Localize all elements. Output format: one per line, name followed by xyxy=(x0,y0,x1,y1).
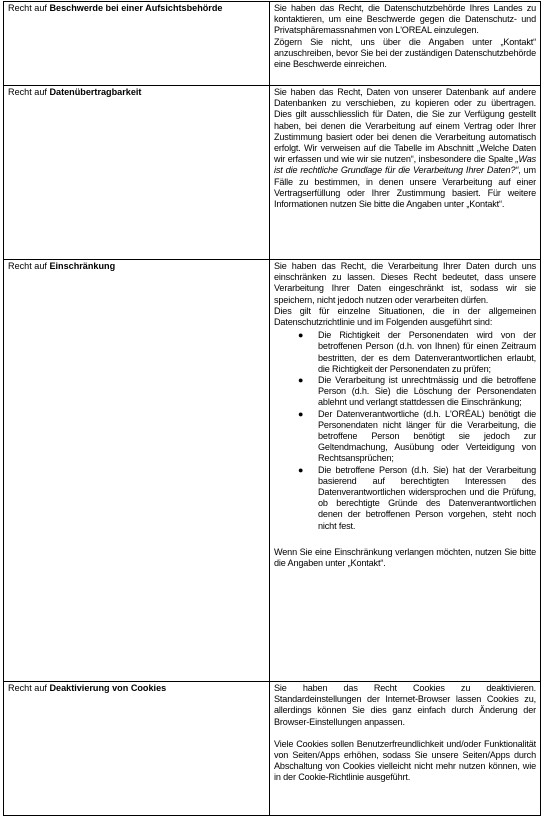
paragraph-text: Sie haben das Recht, Daten von unserer Datenbank auf andere Datenbanken zu verschieben, zu kopieren oder zu übertragen. Dies gilt ausschliesslich für Daten, die Sie zur Verfügung gestellt haben, bei denen die Verarbeitung auf einem Vertrag oder Ihrer Zustimmung basiert oder bei denen die Verarbeitung automatisch erfolgt. Wir verweisen auf die Tabelle im Abschnitt „Welche Daten wir erfassen und wie wir sie nutzen“, insbesondere die Spalte xyxy=(274,87,536,165)
bullet-icon: ● xyxy=(298,375,304,386)
right-label-prefix: Recht auf xyxy=(8,87,50,97)
right-label-title: Deaktivierung von Cookies xyxy=(49,683,167,693)
table-row xyxy=(4,86,541,260)
list-item xyxy=(298,408,536,465)
list-item xyxy=(298,375,536,409)
bullet-icon: ● xyxy=(298,408,304,419)
right-label-prefix: Recht auf xyxy=(8,261,50,271)
right-label-cell xyxy=(4,260,270,682)
rights-table xyxy=(3,1,541,816)
right-label-prefix: Recht auf xyxy=(8,3,50,13)
right-description-cell xyxy=(270,2,541,86)
right-label-title: Einschränkung xyxy=(49,261,116,271)
right-description-cell xyxy=(270,260,541,682)
right-label-title: Beschwerde bei einer Aufsichtsbehörde xyxy=(49,3,223,13)
bullet-icon: ● xyxy=(298,330,304,341)
list-item xyxy=(298,464,536,532)
right-label-cell xyxy=(4,86,270,260)
table-row xyxy=(4,260,541,682)
list-item-text: Die Verarbeitung ist unrechtmässig und die betroffene Person (d.h. Sie) die Löschung der Personendaten ablehnt und verlangt stattdessen die Einschränkung; xyxy=(318,375,536,408)
list-item-text: Die betroffene Person (d.h. Sie) hat der Verarbeitung basierend auf berechtigten Interessen des Datenverantwortlichen widersprochen und die Prüfung, ob berechtigte Gründe des Datenverantwortlichen denen der betroffenen Person vorgehen, steht noch nicht fest. xyxy=(318,464,536,531)
right-label-cell xyxy=(4,2,270,86)
right-label-prefix: Recht auf xyxy=(8,683,50,693)
list-item-text: Der Datenverantwortliche (d.h. L'ORÉAL) benötigt die Personendaten nicht länger für die Verarbeitung, die betroffene Person benötigt sie jedoch zur Geltendmachung, Ausübung oder Verteidigung von Rechtsansprüchen; xyxy=(318,408,536,464)
right-description-cell xyxy=(270,682,541,816)
condition-list xyxy=(274,330,536,532)
paragraph: Dies gilt für einzelne Situationen, die in der allgemeinen Datenschutzrichtlinie und im Folgenden ausgeführt sind: xyxy=(274,305,536,328)
paragraph-text: , um Fälle zu bestimmen, in denen unsere Verarbeitung auf einer Vertragserfüllung oder Ihrer Zustimmung basiert. Für weitere Informationen nutzen Sie bitte die Angaben unter „Kontakt“. xyxy=(274,165,536,210)
paragraph: Sie haben das Recht, die Verarbeitung Ihrer Daten durch uns einschränken zu lassen. Dieses Recht bedeutet, dass unsere Verarbeitung Ihrer Daten eingeschränkt ist, sodass wir sie speichern, nicht jedoch nutzen oder verarbeiten dürfen. xyxy=(274,261,536,305)
paragraph: Wenn Sie eine Einschränkung verlangen möchten, nutzen Sie bitte die Angaben unter „Kontakt“. xyxy=(274,546,536,569)
spacer xyxy=(274,536,536,547)
right-description-cell xyxy=(270,86,541,260)
right-label-title: Datenübertragbarkeit xyxy=(49,87,142,97)
column-reference: „Was ist die rechtliche Grundlage für die Verarbeitung Ihrer Daten?“ xyxy=(274,154,536,176)
list-item-text: Die Richtigkeit der Personendaten wird von der betroffenen Person (d.h. von Ihnen) für einen Zeitraum bestritten, der es dem Datenverantwortlichen erlaubt, die Richtigkeit der Personendaten zu prüfen; xyxy=(318,330,536,374)
list-item xyxy=(298,330,536,375)
right-label-cell xyxy=(4,682,270,816)
spacer xyxy=(274,728,536,739)
paragraph xyxy=(274,87,536,210)
bullet-icon: ● xyxy=(298,464,304,475)
paragraph: Sie haben das Recht, die Datenschutzbehörde Ihres Landes zu kontaktieren, um eine Beschwerde gegen die Datenschutz- und Privatsphäremassnahmen von L'OREAL einzulegen. xyxy=(274,3,536,36)
paragraph: Zögern Sie nicht, uns über die Angaben unter „Kontakt“ anzuschreiben, bevor Sie bei der zuständigen Datenschutzbehörde eine Beschwerde einreichen. xyxy=(274,36,536,70)
paragraph: Sie haben das Recht Cookies zu deaktivieren. Standardeinstellungen der Internet-Browser lassen Cookies zu, allerdings können Sie dies ganz einfach durch Änderung der Browser-Einstellungen anpassen. xyxy=(274,683,536,727)
table-row xyxy=(4,2,541,86)
table-row xyxy=(4,682,541,816)
paragraph: Viele Cookies sollen Benutzerfreundlichkeit und/oder Funktionalität von Seiten/Apps erhöhen, sodass Sie unsere Seiten/Apps durch Abschaltung von Cookies vielleicht nicht mehr nutzen können, wie in der Cookie-Richtlinie ausgeführt. xyxy=(274,738,536,783)
